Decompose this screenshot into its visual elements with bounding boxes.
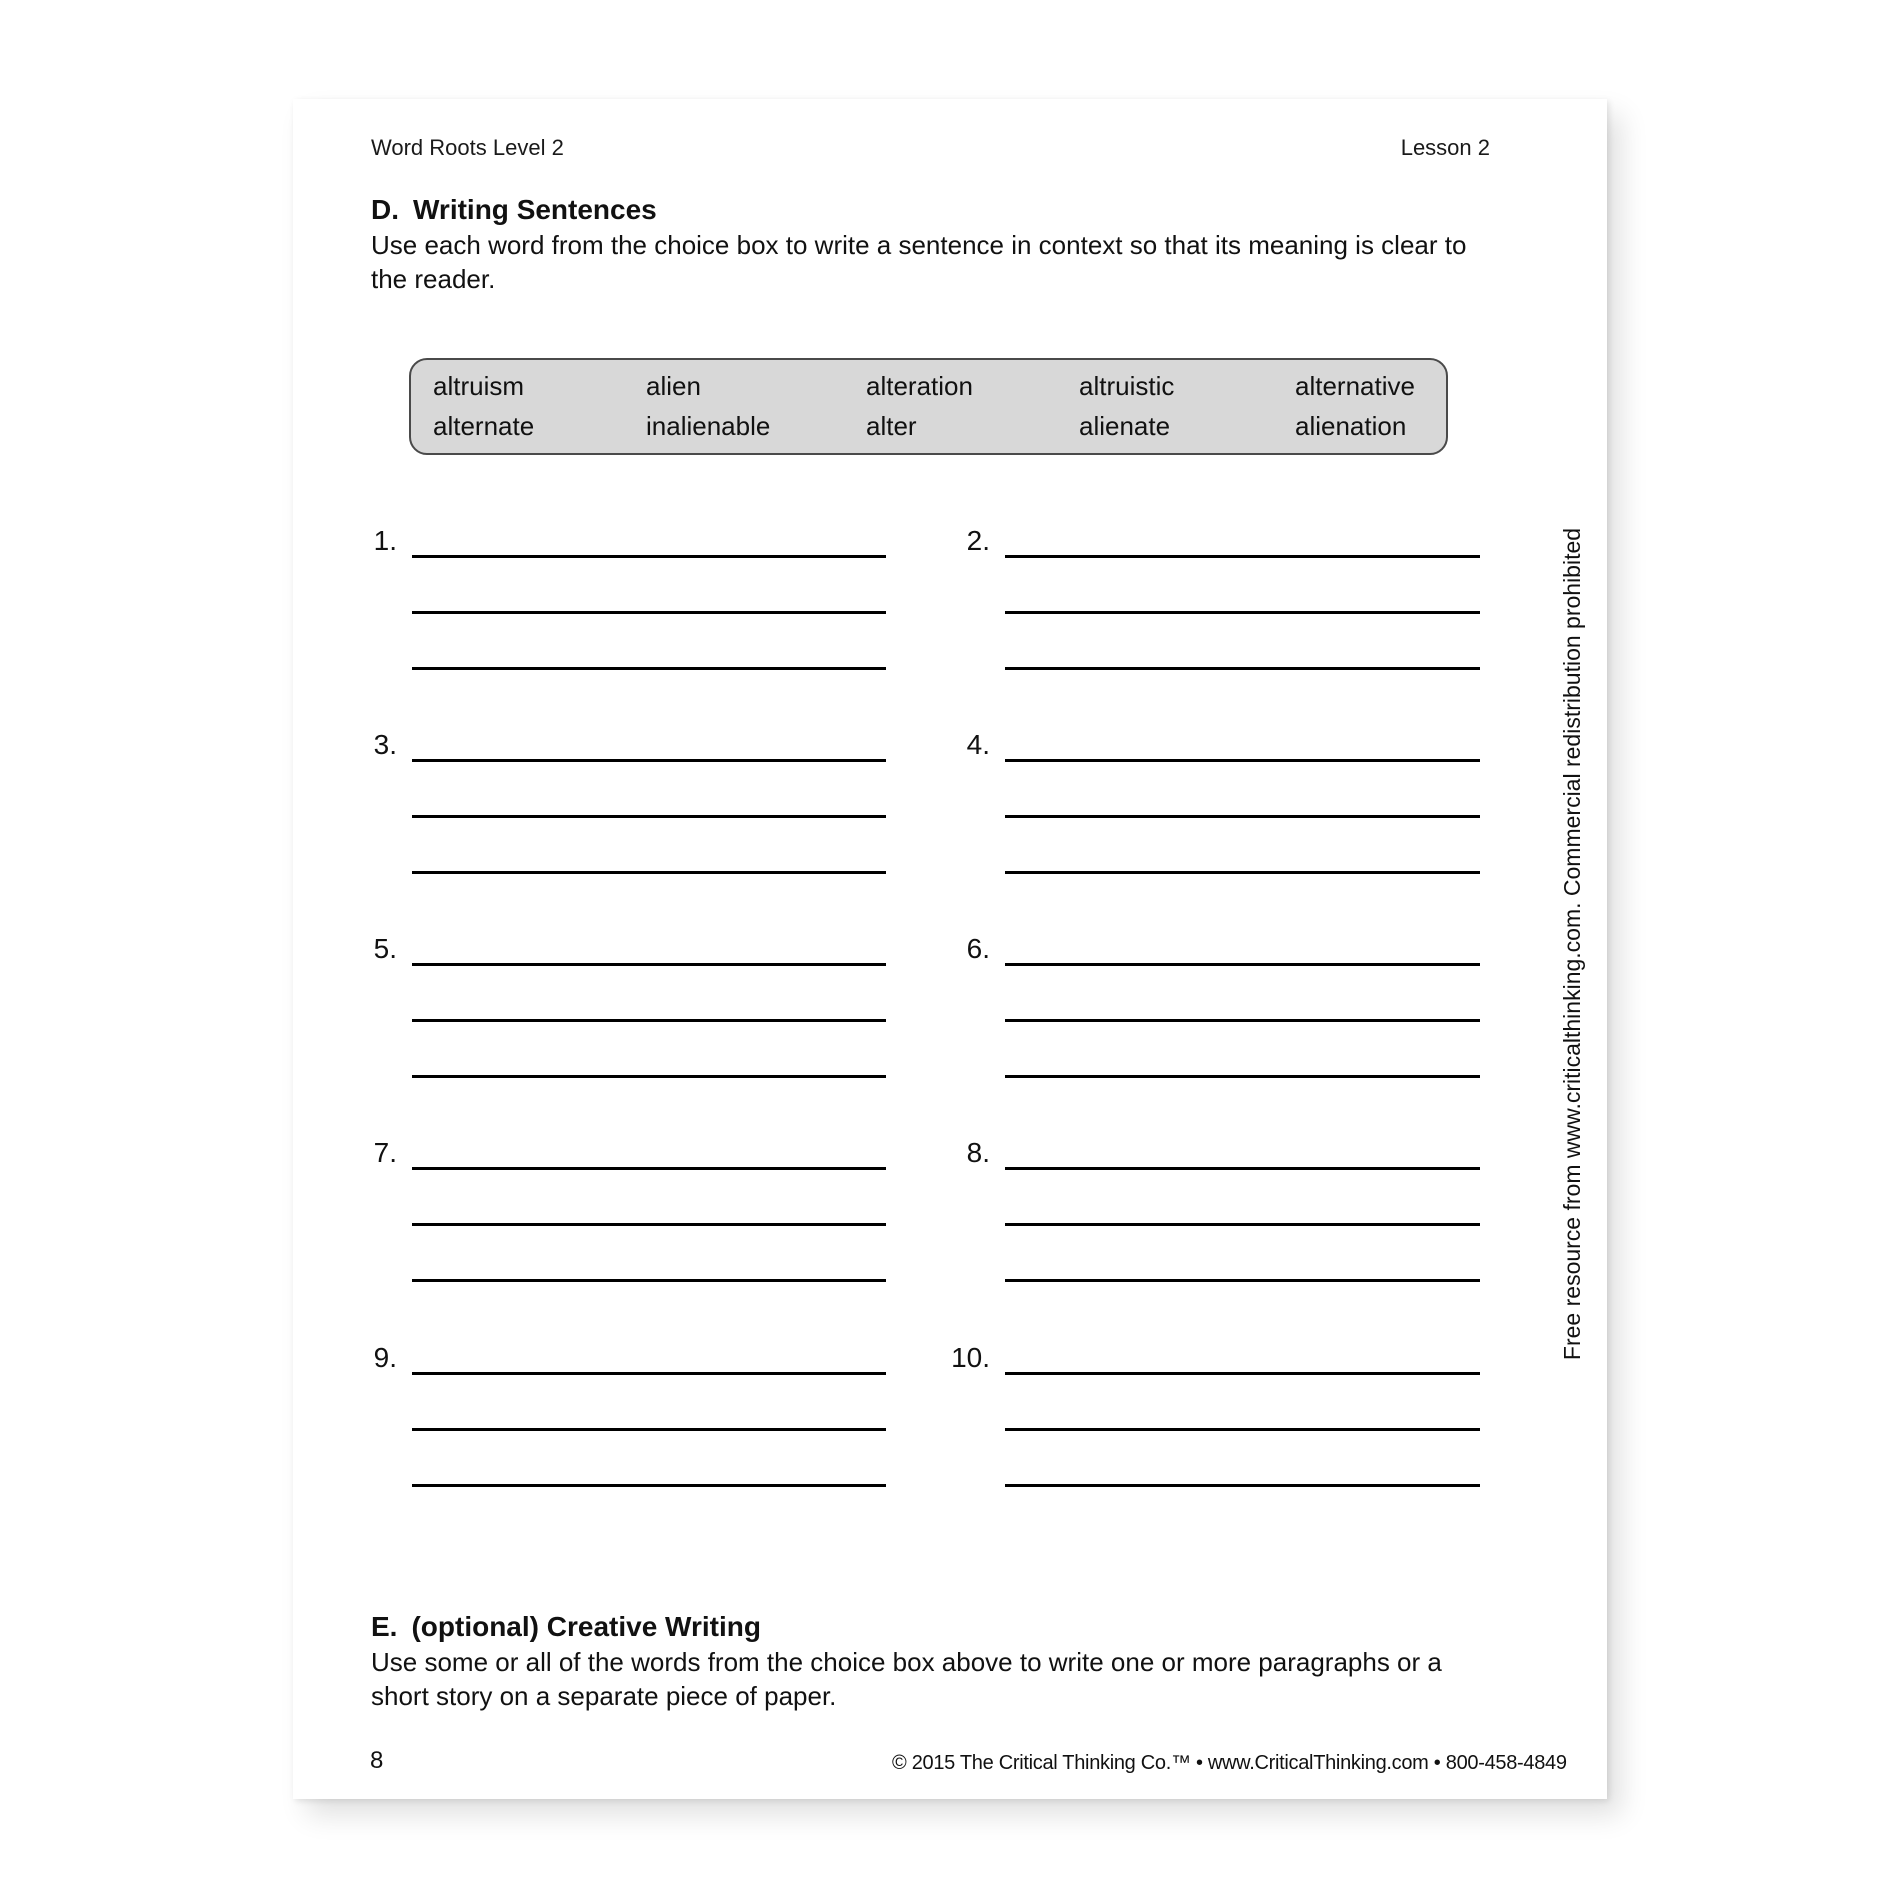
- item-number: 1.: [373, 525, 397, 556]
- writing-lines: [412, 1134, 886, 1282]
- item-number: 4.: [966, 729, 990, 760]
- writing-line: [412, 1375, 886, 1431]
- writing-lines: [1005, 930, 1480, 1078]
- lesson-label: Lesson 2: [1400, 135, 1490, 160]
- writing-line: [1005, 558, 1480, 614]
- copyright-line: © 2015 The Critical Thinking Co.™ • www.CriticalThinking.com • 800-458-4849: [892, 1752, 1567, 1774]
- item-number: 8.: [966, 1137, 990, 1168]
- section-d-title: Writing Sentences: [413, 194, 657, 225]
- writing-line: [412, 1339, 886, 1375]
- choice-word: alternate: [433, 411, 535, 441]
- writing-line: [1005, 1170, 1480, 1226]
- writing-line: [1005, 818, 1480, 874]
- writing-lines: [412, 522, 886, 670]
- sentence-item-10: [946, 1339, 1480, 1487]
- item-number: 6.: [966, 933, 990, 964]
- license-notice-vertical: Free resource from www.criticalthinking.com. Commercial redistribution prohibited: [1559, 527, 1585, 1361]
- section-e-instructions-line1: Use some or all of the words from the choice box above to write one or more paragraphs or a: [371, 1647, 1442, 1677]
- writing-line: [412, 930, 886, 966]
- section-e-letter: E.: [371, 1611, 398, 1642]
- writing-line: [412, 966, 886, 1022]
- sentence-item-2: [946, 522, 1480, 670]
- section-d-instructions-line1: Use each word from the choice box to write a sentence in context so that its meaning is clear to: [371, 230, 1467, 260]
- section-d-letter: D.: [371, 194, 399, 225]
- choice-word: alter: [866, 411, 917, 441]
- writing-line: [412, 1022, 886, 1078]
- sentence-item-6: [946, 930, 1480, 1078]
- writing-line: [412, 558, 886, 614]
- sentence-item-5: [353, 930, 886, 1078]
- writing-line: [1005, 614, 1480, 670]
- item-number: 10.: [951, 1342, 990, 1373]
- writing-line: [1005, 1134, 1480, 1170]
- writing-lines: [1005, 1134, 1480, 1282]
- page-number: 8: [370, 1747, 384, 1774]
- writing-lines: [412, 930, 886, 1078]
- writing-line: [1005, 762, 1480, 818]
- writing-line: [412, 1431, 886, 1487]
- writing-line: [412, 1226, 886, 1282]
- sentence-item-4: [946, 726, 1480, 874]
- book-title: Word Roots Level 2: [371, 135, 564, 160]
- writing-line: [1005, 1339, 1480, 1375]
- writing-line: [412, 1170, 886, 1226]
- writing-line: [412, 726, 886, 762]
- sentence-item-3: [353, 726, 886, 874]
- writing-lines: [1005, 726, 1480, 874]
- sentence-item-7: [353, 1134, 886, 1282]
- writing-lines: [412, 1339, 886, 1487]
- writing-lines: [412, 726, 886, 874]
- choice-box-words: [411, 360, 1446, 451]
- writing-line: [1005, 522, 1480, 558]
- writing-lines: [1005, 1339, 1480, 1487]
- item-number: 7.: [373, 1137, 397, 1168]
- writing-line: [412, 522, 886, 558]
- writing-line: [1005, 1375, 1480, 1431]
- writing-line: [412, 1134, 886, 1170]
- section-e-instructions: [371, 1645, 1442, 1713]
- item-number: 5.: [373, 933, 397, 964]
- sentence-item-1: [353, 522, 886, 670]
- section-e-title: (optional) Creative Writing: [411, 1611, 761, 1642]
- choice-word: alternative: [1295, 371, 1415, 401]
- writing-line: [1005, 726, 1480, 762]
- writing-line: [412, 818, 886, 874]
- section-e-instructions-line2: short story on a separate piece of paper.: [371, 1681, 837, 1711]
- item-number: 9.: [373, 1342, 397, 1373]
- section-d-heading: [371, 194, 657, 226]
- choice-word: alteration: [866, 371, 973, 401]
- writing-lines: [1005, 522, 1480, 670]
- writing-line: [412, 614, 886, 670]
- item-number: 3.: [373, 729, 397, 760]
- choice-word: alienate: [1079, 411, 1171, 441]
- choice-word: altruistic: [1079, 371, 1175, 401]
- writing-line: [1005, 1022, 1480, 1078]
- writing-line: [1005, 966, 1480, 1022]
- choice-word: altruism: [433, 371, 525, 401]
- sentence-item-9: [353, 1339, 886, 1487]
- choice-word: alien: [646, 371, 701, 401]
- choice-box: [409, 358, 1448, 455]
- section-d-instructions: [371, 228, 1466, 296]
- writing-line: [1005, 1226, 1480, 1282]
- item-number: 2.: [966, 525, 990, 556]
- writing-line: [1005, 930, 1480, 966]
- section-e-heading: [371, 1611, 761, 1643]
- choice-word: alienation: [1295, 411, 1407, 441]
- section-d-instructions-line2: the reader.: [371, 264, 496, 294]
- writing-line: [412, 762, 886, 818]
- writing-line: [1005, 1431, 1480, 1487]
- worksheet-page: [293, 99, 1607, 1799]
- choice-word: inalienable: [646, 411, 771, 441]
- sentence-item-8: [946, 1134, 1480, 1282]
